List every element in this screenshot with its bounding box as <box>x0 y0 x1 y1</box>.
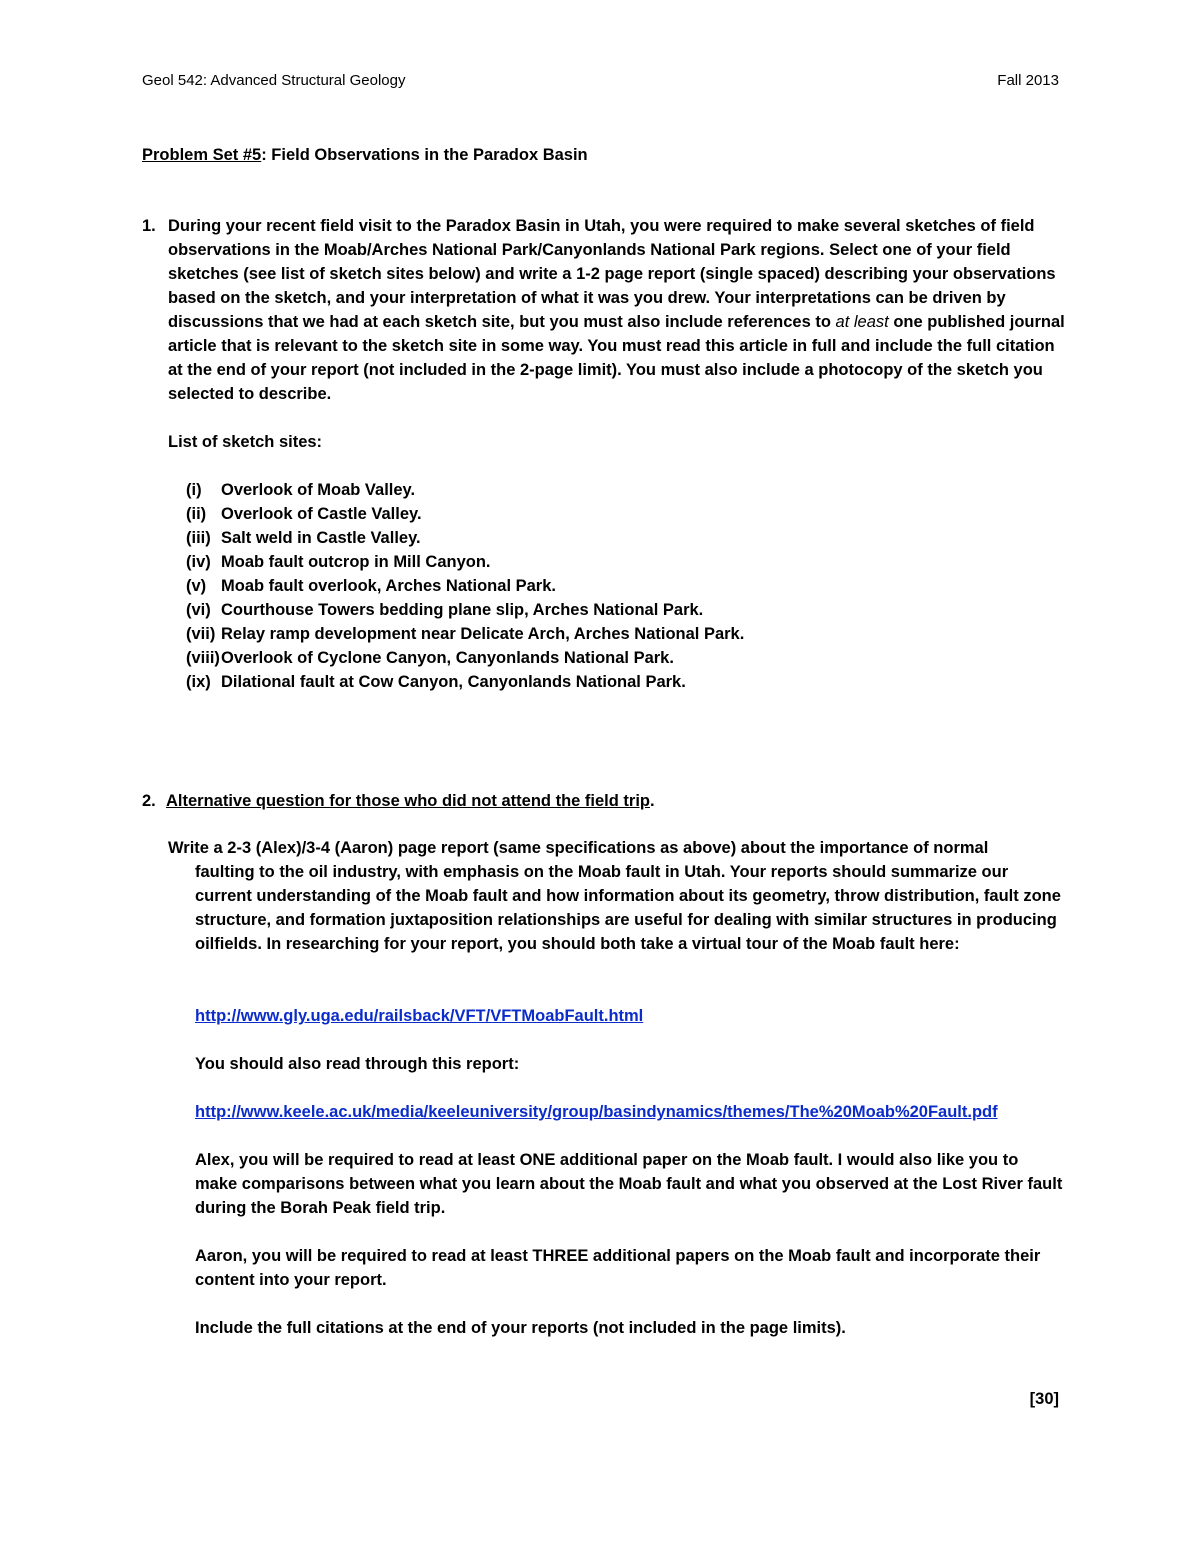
report-link-wrap <box>195 1100 1065 1124</box>
virtual-tour-link[interactable]: http://www.gly.uga.edu/railsback/VFT/VFTMoabFault.html <box>195 1007 644 1025</box>
title-rest: : Field Observations in the Paradox Basin <box>261 146 588 164</box>
aaron-note: Aaron, you will be required to read at least THREE additional papers on the Moab fault and incorporate their content into your report. <box>195 1247 1041 1289</box>
list-item-text: Salt weld in Castle Valley. <box>221 529 421 547</box>
title-label: Problem Set #5 <box>142 146 262 164</box>
virtual-tour-link-wrap <box>195 1004 1065 1028</box>
list-item-numeral: (ix) <box>186 673 211 691</box>
list-item-text: Moab fault overlook, Arches National Park. <box>221 577 556 595</box>
list-item-numeral: (iii) <box>186 529 211 547</box>
citations-note: Include the full citations at the end of your reports (not included in the page limits). <box>195 1319 846 1337</box>
list-item-numeral: (vi) <box>186 601 211 619</box>
list-item-text: Courthouse Towers bedding plane slip, Arches National Park. <box>221 601 704 619</box>
question-2-number: 2. <box>142 792 156 810</box>
question-1-text-b: one published journal article that is relevant to the sketch site in some way. You must read this article in full and include the full citation at the end of your report (not included in the 2-page limit). You must also include a photocopy of the sketch you selected to describe. <box>168 313 1065 403</box>
list-item-numeral: (iv) <box>186 553 211 571</box>
question-2-heading-end: . <box>650 792 655 810</box>
question-2-heading-wrap <box>166 789 655 813</box>
question-2-heading: Alternative question for those who did not attend the field trip <box>166 792 651 810</box>
list-item-text: Overlook of Castle Valley. <box>221 505 422 523</box>
question-1-text <box>168 214 1068 406</box>
list-item-text: Relay ramp development near Delicate Arch, Arches National Park. <box>221 625 745 643</box>
list-item-numeral: (v) <box>186 577 207 595</box>
read-report-text: You should also read through this report: <box>195 1055 520 1073</box>
report-link[interactable]: http://www.keele.ac.uk/media/keeleuniversity/group/basindynamics/themes/The%20Moab%20Fault.pdf <box>195 1103 998 1121</box>
question-1-text-a: During your recent field visit to the Paradox Basin in Utah, you were required to make several sketches of field observations in the Moab/Arches National Park/Canyonlands National Park regions. Select one of your field sketches (see list of sketch sites below) and write a 1-2 page report (single spaced) describing your observations based on the sketch, and your interpretation of what it was you drew. Your interpretations can be driven by discussions that we had at each sketch site, but you must also include references to <box>168 217 1056 331</box>
header-course: Geol 542: Advanced Structural Geology <box>142 72 406 89</box>
list-item-text: Overlook of Moab Valley. <box>221 481 416 499</box>
header-term: Fall 2013 <box>997 72 1059 89</box>
question-2-paragraph <box>168 836 1068 956</box>
question-2-paragraph-first: Write a 2-3 (Alex)/3-4 (Aaron) page report (same specifications as above) about the importance of normal <box>168 839 989 857</box>
list-item-numeral: (vii) <box>186 625 216 643</box>
question-1-number: 1. <box>142 217 156 235</box>
list-item-text: Overlook of Cyclone Canyon, Canyonlands National Park. <box>221 649 674 667</box>
list-item-text: Dilational fault at Cow Canyon, Canyonlands National Park. <box>221 673 686 691</box>
list-item-text: Moab fault outcrop in Mill Canyon. <box>221 553 491 571</box>
points-total: [30] <box>1029 1390 1059 1408</box>
question-2-paragraph-rest: faulting to the oil industry, with emphasis on the Moab fault in Utah. Your reports should summarize our current understanding of the Moab fault and how information about its geometry, throw distribution, fault zone structure, and formation juxtaposition relationships are useful for dealing with similar structures in producing oilfields. In researching for your report, you should both take a virtual tour of the Moab fault here: <box>195 863 1061 953</box>
page-title <box>142 143 588 167</box>
alex-note: Alex, you will be required to read at least ONE additional paper on the Moab fault. I would also like you to make comparisons between what you learn about the Moab fault and what you observed at the Lost River fault during the Borah Peak field trip. <box>195 1151 1063 1217</box>
list-item-numeral: (viii) <box>186 649 220 667</box>
list-item-numeral: (ii) <box>186 505 207 523</box>
sketch-sites-title: List of sketch sites: <box>168 433 323 451</box>
question-1-emphasis: at least <box>835 313 889 331</box>
list-item-numeral: (i) <box>186 481 202 499</box>
